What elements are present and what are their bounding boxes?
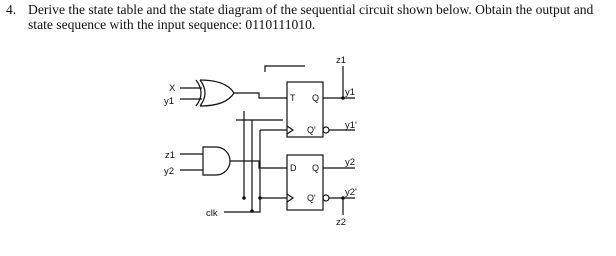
d-clock-triangle	[287, 194, 293, 202]
y2-bar-output-label: y2'	[345, 187, 357, 198]
t-input-label: T	[290, 93, 296, 103]
d-q-label: Q	[312, 163, 320, 173]
t-flipflop	[287, 82, 323, 137]
x-label: X	[169, 83, 176, 94]
t-qbar-bubble	[323, 127, 329, 133]
t-clock-triangle	[287, 126, 293, 134]
clk-wire	[224, 198, 287, 212]
question-text: Derive the state table and the state diagram of the sequential circuit shown below. Obtain the output and state sequence with the input sequence: 0110111010.	[28, 2, 594, 32]
question-number: 4.	[6, 2, 17, 17]
t-q-label: Q	[312, 93, 320, 103]
z2-output-label: z2	[336, 217, 347, 228]
d-qbar-label: Q'	[307, 193, 316, 203]
z1-input-label: z1	[165, 150, 176, 161]
t-qbar-label: Q'	[307, 125, 316, 135]
y2-input-label: y2	[164, 166, 175, 177]
y1-label: y1	[164, 96, 175, 107]
d-qbar-bubble	[323, 195, 329, 201]
d-input-label: D	[290, 163, 297, 173]
xor-gate	[196, 80, 234, 106]
y1-bar-output-label: y1'	[345, 120, 357, 131]
and-gate	[203, 147, 230, 175]
y2-output-label: y2	[345, 157, 356, 168]
clk-label: clk	[206, 208, 218, 219]
xor-output-wire	[234, 93, 287, 98]
y1-output-label: y1	[345, 87, 356, 98]
and-output-wire	[230, 161, 287, 168]
t-feedback-wire	[265, 66, 305, 72]
z1-output-label: z1	[336, 55, 347, 66]
